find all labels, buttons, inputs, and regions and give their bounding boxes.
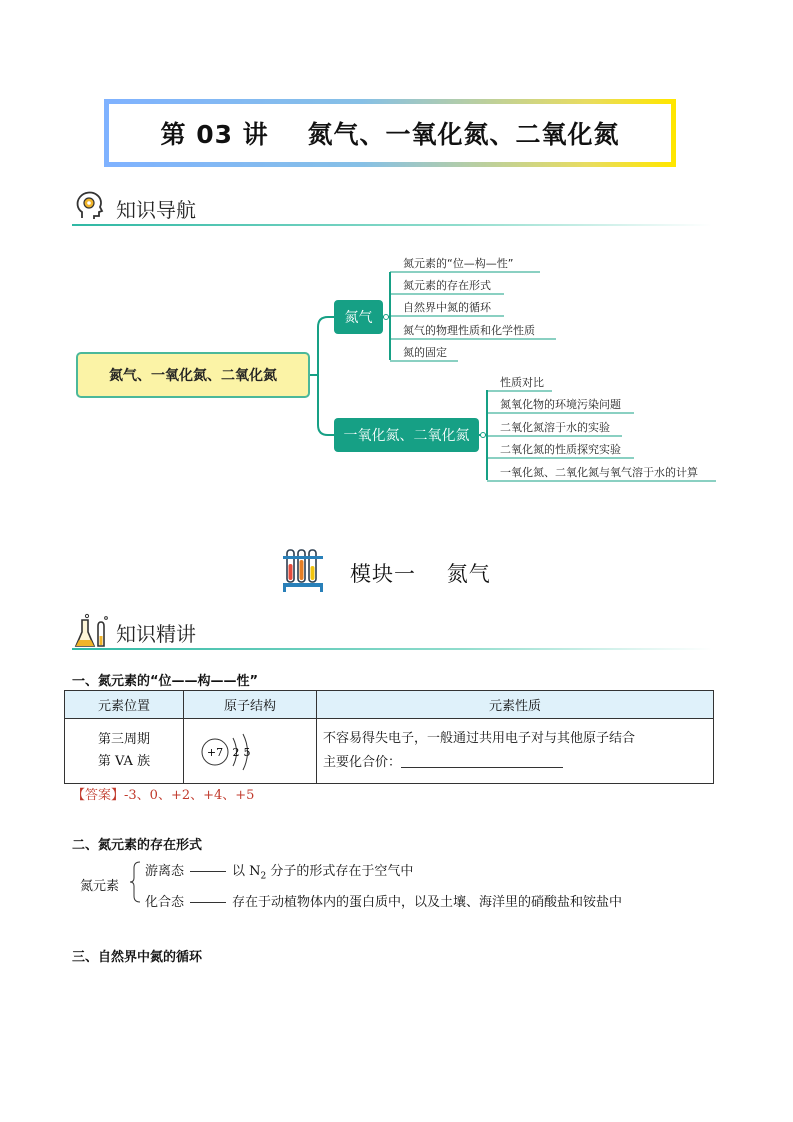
section-rule: [72, 648, 712, 650]
property-valence: [323, 751, 712, 775]
valence-label: 主要化合价：: [323, 755, 402, 770]
table-header-cell: 元素性质: [317, 691, 714, 719]
page-title: 第 03 讲 氮气、一氧化氮、二氧化氮: [160, 120, 620, 149]
mindmap-leaf: 自然界中氮的循环: [403, 301, 491, 314]
table-row: [65, 719, 714, 784]
atom-shell-1-electrons: 2: [232, 746, 240, 759]
section-header-lecture: [72, 614, 712, 650]
part2-heading: 二、氮元素的存在形式: [72, 838, 203, 853]
dash: [190, 902, 226, 903]
combined-state-desc: 存在于动植物体内的蛋白质中，以及土壤、海洋里的硝酸盐和铵盐中: [232, 895, 623, 910]
mindmap-branch-nitrogen: 氮气: [334, 300, 383, 334]
position-group: 第 VA 族: [97, 754, 151, 769]
table-cell-structure: [184, 719, 317, 784]
section-lecture-label: 知识精讲: [116, 622, 196, 646]
mindmap-leaf: 氮的固定: [403, 346, 447, 359]
mindmap-leaf: 性质对比: [500, 376, 544, 389]
table-cell-position: [65, 719, 184, 784]
element-property-table: [64, 690, 714, 784]
mindmap-leaf: 氮气的物理性质和化学性质: [403, 324, 535, 337]
mindmap-leaf: 二氧化氮的性质探究实验: [500, 443, 621, 456]
combined-state-line: [145, 891, 622, 910]
atom-shell-2-electrons: 5: [243, 746, 251, 759]
mindmap-leaf: 氮元素的存在形式: [403, 279, 491, 292]
position-period: 第三周期: [97, 732, 150, 747]
table-cell-property: [317, 719, 714, 784]
valence-blank: [401, 753, 563, 768]
lab-flask-icon: [72, 612, 110, 650]
answer-line: [72, 784, 254, 803]
property-bonding: 不容易得失电子，一般通过共用电子对与其他原子结合: [323, 731, 636, 746]
free-state-line: [145, 860, 413, 882]
table-header-row: [65, 691, 714, 719]
table-header-cell: 原子结构: [184, 691, 317, 719]
part3-heading: 三、自然界中氮的循环: [72, 950, 203, 965]
test-tube-rack-icon: [280, 546, 328, 594]
mindmap-leaf: 氮氧化物的环境污染问题: [500, 398, 621, 411]
atom-structure-diagram: [185, 721, 315, 781]
part1-heading: 一、氮元素的“位——构——性”: [72, 674, 259, 689]
table-header-cell: 元素位置: [65, 691, 184, 719]
answer-text: -3、0、+2、+4、+5: [124, 788, 255, 803]
mindmap-leaf: 二氧化氮溶于水的实验: [500, 421, 610, 434]
free-state-subscript: 2: [260, 871, 267, 882]
answer-tag: 【答案】: [72, 788, 125, 803]
left-brace-icon: [128, 860, 144, 904]
mindmap-leaf: 一氧化氮、二氧化氮与氧气溶于水的计算: [500, 466, 698, 479]
free-state-label: 游离态: [145, 864, 185, 879]
combined-state-label: 化合态: [145, 895, 185, 910]
free-state-desc-pre: 以 N: [232, 864, 261, 879]
dash: [190, 871, 226, 872]
atom-nucleus-charge: +7: [206, 746, 224, 759]
mindmap-branch-nitrogen-oxides: 一氧化氮、二氧化氮: [334, 418, 479, 452]
mindmap-leaf: 氮元素的“位—构—性”: [403, 257, 514, 270]
element-label: 氮元素: [80, 879, 120, 894]
free-state-desc-post: 分子的形式存在于空气中: [266, 864, 414, 879]
mindmap-root-node: 氮气、一氧化氮、二氧化氮: [76, 352, 310, 398]
module-title: 模块一 氮气: [350, 562, 491, 586]
section-navigation-label: 知识导航: [116, 198, 196, 222]
